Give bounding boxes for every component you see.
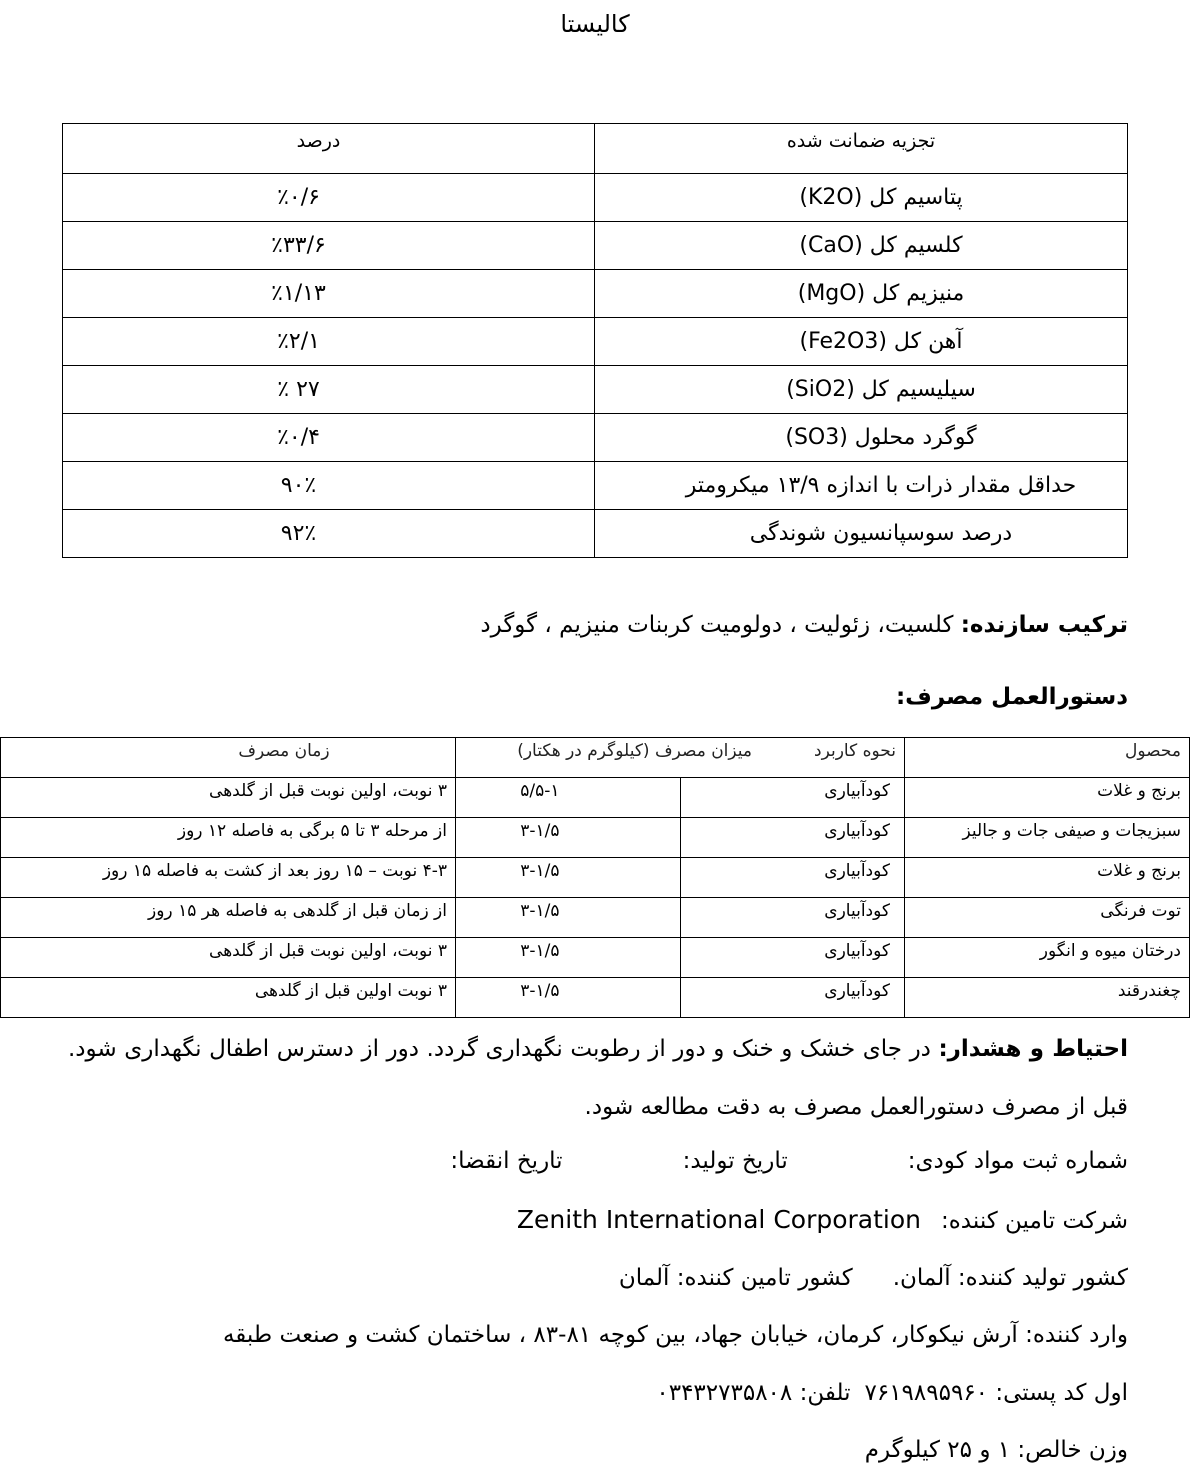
analysis-label: درصد سوسپانسیون شوندگی xyxy=(595,510,1128,558)
net-weight-label: وزن خالص: xyxy=(1017,1437,1128,1463)
analysis-row xyxy=(63,510,1128,558)
usage-header-product: محصول xyxy=(905,738,1190,778)
importer-text: آرش نیکوکار، کرمان، خیابان جهاد، بین کوچه ۸۱-۸۳ ، ساختمان کشت و صنعت طبقه xyxy=(222,1322,1018,1348)
usage-method: کودآبیاری xyxy=(680,938,905,978)
usage-product: برنج و غلات xyxy=(905,858,1190,898)
analysis-row xyxy=(63,462,1128,510)
usage-row xyxy=(1,898,1190,938)
usage-rate: ۵/۵-۱ xyxy=(456,778,681,818)
analysis-row xyxy=(63,222,1128,270)
guaranteed-analysis-table xyxy=(62,123,1128,558)
usage-row xyxy=(1,978,1190,1018)
expiry-date-label: تاریخ انقضا: xyxy=(450,1148,563,1174)
analysis-percent: ۹۲٪ xyxy=(63,510,595,558)
analysis-header-row xyxy=(63,124,1128,174)
importer-label: وارد کننده: xyxy=(1025,1322,1128,1348)
usage-method: کودآبیاری xyxy=(680,978,905,1018)
importer-line xyxy=(223,1322,1128,1348)
supplier-label: شرکت تامین کننده: xyxy=(941,1208,1128,1234)
composition-text: کلسیت، زئولیت ، دولومیت کربنات منیزیم ، گوگرد xyxy=(480,612,961,638)
analysis-row xyxy=(63,174,1128,222)
analysis-label: سیلیسیم کل (SiO2) xyxy=(595,366,1128,414)
analysis-percent: ٪۲/۱ xyxy=(63,318,595,366)
production-date-label: تاریخ تولید: xyxy=(682,1148,788,1174)
net-weight-line xyxy=(865,1437,1128,1463)
supplier-country-label: کشور تامین کننده: xyxy=(676,1265,853,1291)
warning-paragraph xyxy=(68,1020,1128,1136)
usage-row xyxy=(1,938,1190,978)
usage-method: کودآبیاری xyxy=(680,858,905,898)
producer-country: آلمان. xyxy=(892,1265,951,1291)
analysis-label: منیزیم کل (MgO) xyxy=(595,270,1128,318)
analysis-header-label: تجزیه ضمانت شده xyxy=(595,124,1128,174)
usage-time: ۳ نوبت اولین قبل از گلدهی xyxy=(1,978,456,1018)
analysis-row xyxy=(63,270,1128,318)
usage-rate: ۳-۱/۵ xyxy=(456,818,681,858)
supplier-country: آلمان xyxy=(618,1265,670,1291)
usage-title xyxy=(896,684,1128,710)
product-title: کالیستا xyxy=(560,10,630,38)
analysis-header-percent: درصد xyxy=(63,124,595,174)
usage-row xyxy=(1,858,1190,898)
usage-row xyxy=(1,778,1190,818)
usage-time: ۴-۳ نوبت – ۱۵ روز بعد از کشت به فاصله ۱۵ روز xyxy=(1,858,456,898)
analysis-label: گوگرد محلول (SO3) xyxy=(595,414,1128,462)
usage-product: چغندرقند xyxy=(905,978,1190,1018)
analysis-percent: ٪۰/۴ xyxy=(63,414,595,462)
usage-rate: ۳-۱/۵ xyxy=(456,978,681,1018)
usage-method: کودآبیاری xyxy=(680,818,905,858)
phone-label: تلفن: xyxy=(799,1380,851,1406)
registration-number-label: شماره ثبت مواد کودی: xyxy=(907,1148,1128,1174)
analysis-label: پتاسیم کل (K2O) xyxy=(595,174,1128,222)
analysis-percent: ٪۱/۱۳ xyxy=(63,270,595,318)
usage-rate: ۳-۱/۵ xyxy=(456,938,681,978)
usage-product: توت فرنگی xyxy=(905,898,1190,938)
analysis-row xyxy=(63,366,1128,414)
analysis-percent: ٪ ۲۷ xyxy=(63,366,595,414)
analysis-percent: ٪۰/۶ xyxy=(63,174,595,222)
warning-label: احتیاط و هشدار: xyxy=(938,1036,1129,1062)
usage-method: کودآبیاری xyxy=(680,898,905,938)
usage-product: درختان میوه و انگور xyxy=(905,938,1190,978)
analysis-percent: ٪۳۳/۶ xyxy=(63,222,595,270)
usage-title-text: دستورالعمل مصرف: xyxy=(895,684,1128,710)
countries-line xyxy=(619,1265,1128,1291)
usage-header-method-rate xyxy=(456,738,905,778)
usage-table xyxy=(0,737,1190,1018)
usage-row xyxy=(1,818,1190,858)
usage-time: از مرحله ۳ تا ۵ برگی به فاصله ۱۲ روز xyxy=(1,818,456,858)
usage-header-time: زمان مصرف xyxy=(1,738,456,778)
usage-rate: ۳-۱/۵ xyxy=(456,898,681,938)
producer-country-label: کشور تولید کننده: xyxy=(957,1265,1128,1291)
supplier-line xyxy=(517,1205,1128,1234)
analysis-row xyxy=(63,414,1128,462)
analysis-label: حداقل مقدار ذرات با اندازه ۱۳/۹ میکرومتر xyxy=(595,462,1128,510)
usage-header-method: نحوه کاربرد xyxy=(814,741,896,761)
composition-line xyxy=(480,612,1128,638)
analysis-row xyxy=(63,318,1128,366)
phone-number: ۰۳۴۳۲۷۳۵۸۰۸ xyxy=(656,1380,793,1406)
usage-header-row xyxy=(1,738,1190,778)
composition-label: ترکیب سازنده: xyxy=(960,612,1128,638)
registration-line xyxy=(450,1148,1128,1174)
warning-text: در جای خشک و خنک و دور از رطوبت نگهداری گردد. دور از دسترس اطفال نگهداری شود. قبل از مصرف دستورالعمل مصرف به دقت مطالعه شود. xyxy=(68,1036,1128,1120)
usage-method: کودآبیاری xyxy=(680,778,905,818)
analysis-label: آهن کل (Fe2O3) xyxy=(595,318,1128,366)
postal-code-label: اول کد پستی: xyxy=(995,1380,1128,1406)
analysis-label: کلسیم کل (CaO) xyxy=(595,222,1128,270)
usage-rate: ۳-۱/۵ xyxy=(456,858,681,898)
usage-time: از زمان قبل از گلدهی به فاصله هر ۱۵ روز xyxy=(1,898,456,938)
analysis-percent: ۹۰٪ xyxy=(63,462,595,510)
net-weight-value: ۱ و ۲۵ کیلوگرم xyxy=(864,1437,1011,1463)
usage-header-rate: میزان مصرف (کیلوگرم در هکتار) xyxy=(517,741,753,761)
usage-product: برنج و غلات xyxy=(905,778,1190,818)
postal-line xyxy=(656,1380,1128,1406)
usage-time: ۳ نوبت، اولین نوبت قبل از گلدهی xyxy=(1,938,456,978)
usage-product: سبزیجات و صیفی جات و جالیز xyxy=(905,818,1190,858)
usage-time: ۳ نوبت، اولین نوبت قبل از گلدهی xyxy=(1,778,456,818)
postal-code: ۷۶۱۹۸۹۵۹۶۰ xyxy=(864,1380,989,1406)
supplier-name: Zenith International Corporation xyxy=(516,1205,921,1234)
